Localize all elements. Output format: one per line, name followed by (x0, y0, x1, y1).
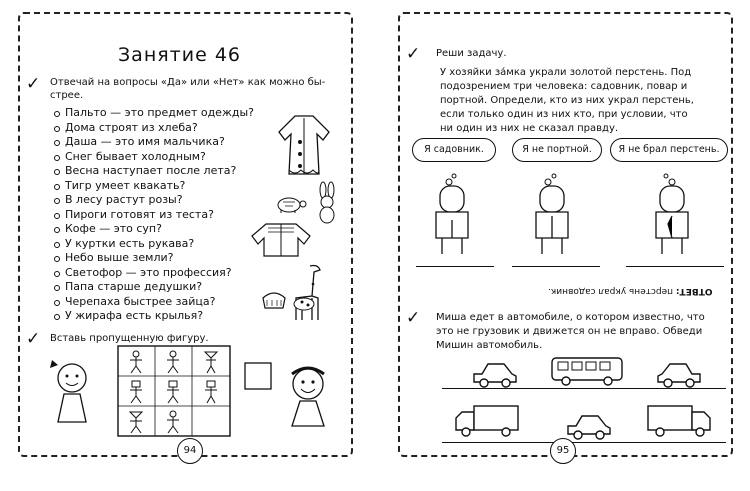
problem-line: У хозяйки за́мка украли золотой перстень. Под (440, 67, 692, 78)
truck-icon (454, 404, 520, 440)
speech-bubble-cook: Я не портной. (512, 138, 602, 162)
truck-icon (646, 404, 712, 440)
bunny-icon (315, 182, 339, 224)
speech-bubble-tailor: Я не брал перстень. (610, 138, 728, 162)
problem-line: если только один из них кто, при условии, что (440, 109, 688, 120)
task2-line: это не грузовик и движется он не вправо. Обведи (436, 326, 703, 337)
left-page (18, 12, 353, 457)
check-icon: ✓ (406, 44, 421, 64)
page-number: 94 (177, 438, 203, 464)
question-item: Светофор — это профессия? (52, 266, 254, 281)
task2-line: Миша едет в автомобиле, о котором известно, что (436, 312, 705, 323)
answer-line (626, 266, 724, 267)
question-item: Снег бывает холодным? (52, 150, 254, 165)
question-item: Весна наступает после лета? (52, 164, 254, 179)
upside-down-answer (548, 286, 712, 296)
girl-character-icon (282, 366, 334, 432)
task1-label: Реши задачу. (436, 48, 507, 59)
car-icon (470, 360, 520, 390)
check-icon: ✓ (406, 308, 421, 328)
problem-line: портной. Определи, кто из них украл перстень, (440, 95, 694, 106)
road-line (442, 388, 726, 389)
cook-character-icon (532, 172, 572, 256)
task1-instruction-line2: стрее. (50, 90, 84, 101)
answer-text: перстень украл садовник. (548, 286, 674, 296)
right-page (398, 12, 733, 457)
question-item: Дома строят из хлеба? (52, 121, 254, 136)
question-item: Небо выше земли? (52, 251, 254, 266)
gardener-character-icon (432, 172, 472, 256)
question-item: Тигр умеет квакать? (52, 179, 254, 194)
question-item: Даша — это имя мальчика? (52, 135, 254, 150)
question-item: Папа старше дедушки? (52, 280, 254, 295)
question-item: В лесу растут розы? (52, 193, 254, 208)
answer-line (512, 266, 600, 267)
question-item: Черепаха быстрее зайца? (52, 295, 254, 310)
problem-line: ни один из них не сказал правду. (440, 123, 619, 134)
question-item: У куртки есть рукава? (52, 237, 254, 252)
speech-bubble-gardener: Я садовник. (412, 138, 496, 162)
question-item: Кофе — это суп? (52, 222, 254, 237)
problem-line: подозрением три человека: садовник, повар и (440, 81, 688, 92)
coat-icon (275, 112, 333, 178)
bus-icon (550, 354, 624, 388)
question-item: Пироги готовят из теста? (52, 208, 254, 223)
question-item: Пальто — это предмет одежды? (52, 106, 254, 121)
question-item: У жирафа есть крылья? (52, 309, 254, 324)
check-icon: ✓ (26, 74, 41, 94)
figure-grid (118, 346, 230, 436)
car-icon (564, 412, 614, 442)
lesson-title: Занятие 46 (118, 44, 241, 66)
girl-character-icon (46, 360, 96, 430)
tailor-character-icon (652, 172, 692, 256)
pie-icon (260, 288, 288, 310)
answer-label: ОТВЕТ: (675, 286, 713, 296)
page-number: 95 (550, 438, 576, 464)
answer-line (416, 266, 494, 267)
task2-line: Мишин автомобиль. (436, 340, 543, 351)
jacket-icon (250, 222, 312, 258)
turtle-icon (273, 194, 307, 214)
road-line (442, 442, 726, 443)
car-icon (654, 360, 704, 390)
question-list (52, 106, 254, 324)
giraffe-icon (288, 262, 328, 322)
blank-answer-box (244, 362, 272, 390)
check-icon: ✓ (26, 329, 41, 349)
task1-instruction-line1: Отвечай на вопросы «Да» или «Нет» как можно бы- (50, 77, 326, 88)
task2-instruction: Вставь пропущенную фигуру. (50, 333, 209, 344)
